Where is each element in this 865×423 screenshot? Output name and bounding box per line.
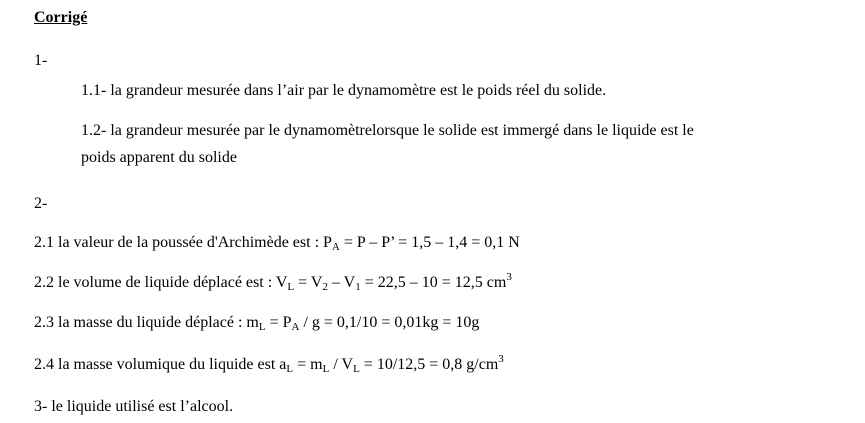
document-title: Corrigé: [34, 9, 88, 26]
superscript-3: 3: [506, 271, 512, 283]
answer-2-4-mid-2: / V: [329, 356, 354, 373]
answer-2-4-rest: = 10/12,5 = 0,8 g/cm: [359, 356, 499, 373]
subscript-l: L: [353, 363, 360, 375]
answer-3: 3- le liquide utilisé est l’alcool.: [34, 398, 234, 415]
answer-2-3-mid: = P: [265, 314, 292, 331]
subscript-l: L: [258, 321, 266, 333]
answer-2-3-prefix: 2.3 la masse du liquide déplacé : m: [34, 314, 259, 331]
subscript-l: L: [287, 281, 295, 293]
subscript-l: L: [286, 363, 294, 375]
answer-1-2-line-1: 1.2- la grandeur mesurée par le dynamomètrelorsque le solide est immergé dans le liquide est le: [81, 122, 694, 139]
superscript-3: 3: [498, 353, 504, 365]
answer-1-2-line-2: poids apparent du solide: [81, 149, 237, 166]
answer-2-3: [34, 313, 479, 333]
answer-2-4-mid-1: = m: [293, 356, 323, 373]
subscript-2: 2: [322, 281, 328, 293]
answer-2-2-mid-1: = V: [294, 274, 323, 291]
answer-2-1-rest: = P – P’ = 1,5 – 1,4 = 0,1 N: [339, 234, 520, 251]
answer-2-4-prefix: 2.4 la masse volumique du liquide est a: [34, 356, 287, 373]
section-2-number: 2-: [34, 195, 48, 212]
subscript-l: L: [322, 363, 330, 375]
subscript-1: 1: [355, 281, 361, 293]
subscript-a: A: [291, 321, 300, 333]
answer-2-4: [34, 355, 504, 375]
answer-2-2-rest: = 22,5 – 10 = 12,5 cm: [360, 274, 507, 291]
subscript-a: A: [331, 241, 340, 253]
answer-2-3-rest: / g = 0,1/10 = 0,01kg = 10g: [299, 314, 480, 331]
answer-1-1: 1.1- la grandeur mesurée dans l’air par le dynamomètre est le poids réel du solide.: [81, 82, 607, 99]
answer-2-1-prefix: 2.1 la valeur de la poussée d'Archimède est : P: [34, 234, 332, 251]
section-1-number: 1-: [34, 52, 48, 69]
answer-2-2: [34, 273, 512, 293]
answer-2-2-prefix: 2.2 le volume de liquide déplacé est : V: [34, 274, 288, 291]
answer-2-1: [34, 233, 520, 253]
answer-2-2-mid-2: – V: [327, 274, 356, 291]
